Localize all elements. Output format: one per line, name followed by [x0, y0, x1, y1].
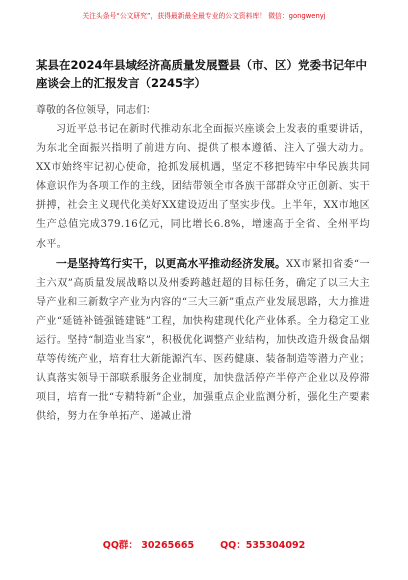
paragraph-1: 习近平总书记在新时代推动东北全面振兴座谈会上发表的重要讲话，为东北全面振兴指明了前进方向、提供了根本遵循、注入了强大动力。XX市始终牢记初心使命，抢抓发展机遇，坚定不移把铸牢中华民族共同体意识作为各项工作的主线，团结带领全市各族干部群众守正创新、实干拼搏，社会主义现代化美好XX建设迈出了坚实步伐。上半年，XX市地区生产总值完成379.16亿元，同比增长6.8%，增速高于全省、全州平均水平。: [36, 124, 370, 250]
footer-qq-group: QQ群： 30265665: [102, 540, 195, 551]
footer-contact: [0, 537, 408, 551]
footer-qq: QQ：535304092: [220, 540, 306, 551]
paragraph-2-lead: 一是坚持笃行实干，以更高水平推动经济发展。: [56, 256, 286, 270]
document-title: 某县在2024年县域经济高质量发展暨县（市、区）党委书记年中座谈会上的汇报发言（2245字）: [36, 58, 368, 90]
paragraph-2-body: XX市紧扣省委“一主六双”高质量发展战略以及州委跨越赶超的目标任务，确定了以三大主导产业和三新数字产业为内容的“三大三新”重点产业发展思路，大力推进产业“延链补链强链建链”工程，加快构建现代化产业体系。全力稳定工业运行。坚持“制造业当家”，积极优化调整产业结构，加快改造升级食品烟草等传统产业，培育壮大新能源汽车、医药健康、装备制造等潜力产业；认真落实领导干部联系服务企业制度，加快盘活停产半停产企业以及停滞项目，培育一批“专精特新”企业，加强重点企业监测分析，强化生产要素供给，努力在争单拓产、递减止滑: [36, 258, 370, 423]
header-banner: 关注头条号“公文研究”，获得最新最全最专业的公文资料库！ 微信：gongwenyj: [82, 12, 326, 20]
document-body: [36, 120, 370, 427]
salutation: 尊敬的各位领导，同志们：: [36, 105, 156, 116]
paragraph-2: [36, 254, 370, 427]
